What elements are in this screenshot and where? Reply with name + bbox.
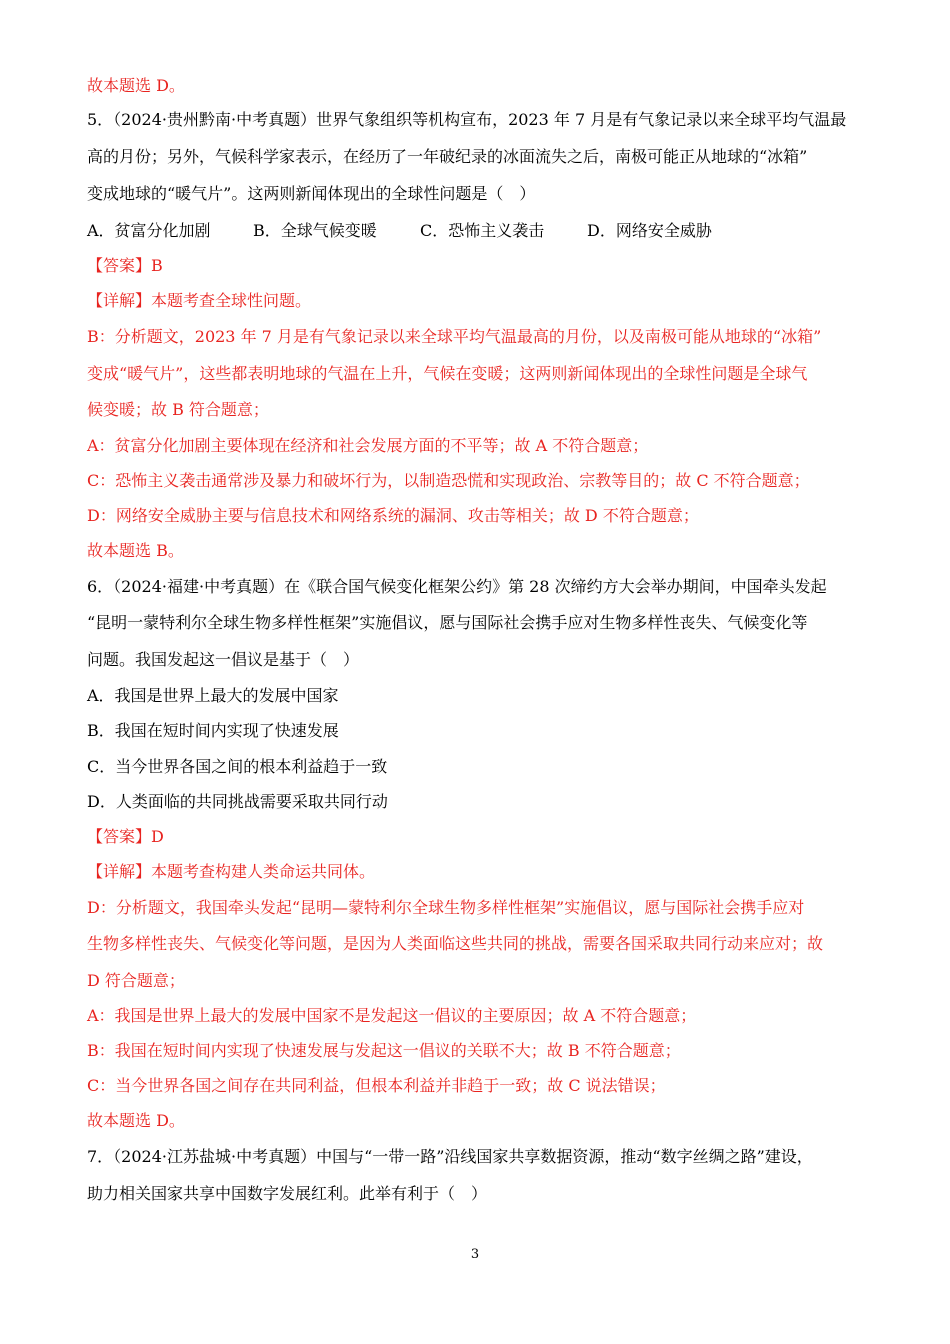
q6-option-d: D．人类面临的共同挑战需要采取共同行动 <box>87 792 388 811</box>
q5-options <box>87 220 712 242</box>
q6-option-b: B．我国在短时间内实现了快速发展 <box>87 721 339 740</box>
q6-option-a: A．我国是世界上最大的发展中国家 <box>87 686 339 705</box>
q5-stem-line-3: 变成地球的“暖气片”。这两则新闻体现出的全球性问题是（ ） <box>87 184 536 203</box>
q6-option-c: C．当今世界各国之间的根本利益趋于一致 <box>87 757 388 776</box>
q6-explain-d-1: D：分析题文，我国牵头发起“昆明—蒙特利尔全球生物多样性框架”实施倡议，愿与国际社会携手应对 <box>87 898 805 917</box>
q5-stem-line-1: 5．（2024·贵州黔南·中考真题）世界气象组织等机构宣布，2023 年 7 月是有气象记录以来全球平均气温最 <box>87 110 847 129</box>
q6-stem-line-3: 问题。我国发起这一倡议是基于（ ） <box>87 650 360 669</box>
q5-option-a: A．贫富分化加剧 <box>87 221 211 240</box>
q5-explain-b-2: 变成“暖气片”，这些都表明地球的气温在上升，气候在变暖；这两则新闻体现出的全球性问题是全球气 <box>87 364 808 383</box>
q5-explain-d: D：网络安全威胁主要与信息技术和网络系统的漏洞、攻击等相关；故 D 不符合题意； <box>87 506 699 525</box>
q6-stem-line-1: 6．（2024·福建·中考真题）在《联合国气候变化框架公约》第 28 次缔约方大会举办期间，中国牵头发起 <box>87 577 827 596</box>
q6-explain-intro: 【详解】本题考查构建人类命运共同体。 <box>87 862 376 881</box>
q5-stem-line-2: 高的月份；另外，气候科学家表示，在经历了一年破纪录的冰面流失之后，南极可能正从地球的“冰箱” <box>87 147 808 166</box>
q5-explain-b-3: 候变暖；故 B 符合题意； <box>87 400 269 419</box>
q5-explain-a: A：贫富分化加剧主要体现在经济和社会发展方面的不平等；故 A 不符合题意； <box>87 436 649 455</box>
q6-explain-d-2: 生物多样性丧失、气候变化等问题，是因为人类面临这些共同的挑战，需要各国采取共同行动来应对；故 <box>87 934 824 953</box>
q5-conclusion: 故本题选 B。 <box>87 541 184 560</box>
q5-explain-intro: 【详解】本题考查全球性问题。 <box>87 291 312 310</box>
q5-explain-b-1: B：分析题文，2023 年 7 月是有气象记录以来全球平均气温最高的月份，以及南极可能从地球的“冰箱” <box>87 327 822 346</box>
q5-option-d: D．网络安全威胁 <box>587 221 712 240</box>
q5-explain-c: C：恐怖主义袭击通常涉及暴力和破坏行为，以制造恐慌和实现政治、宗教等目的；故 C 不符合题意； <box>87 471 810 490</box>
q6-explain-d-3: D 符合题意； <box>87 971 185 990</box>
q6-explain-a: A：我国是世界上最大的发展中国家不是发起这一倡议的主要原因；故 A 不符合题意； <box>87 1006 697 1025</box>
q6-explain-c: C：当今世界各国之间存在共同利益，但根本利益并非趋于一致；故 C 说法错误； <box>87 1076 666 1095</box>
q5-answer: 【答案】B <box>87 256 163 275</box>
q6-stem-line-2: “昆明一蒙特利尔全球生物多样性框架”实施倡议，愿与国际社会携手应对生物多样性丧失、气候变化等 <box>87 613 808 632</box>
q7-stem-line-2: 助力相关国家共享中国数字发展红利。此举有利于（ ） <box>87 1184 488 1203</box>
q6-conclusion: 故本题选 D。 <box>87 1111 185 1130</box>
q5-option-c: C．恐怖主义袭击 <box>420 221 545 240</box>
q5-option-b: B．全球气候变暖 <box>253 221 377 240</box>
q7-stem-line-1: 7．（2024·江苏盐城·中考真题）中国与“一带一路”沿线国家共享数据资源，推动“数字丝绸之路”建设， <box>87 1147 813 1166</box>
q6-answer: 【答案】D <box>87 827 164 846</box>
q4-conclusion: 故本题选 D。 <box>87 76 185 95</box>
q6-explain-b: B：我国在短时间内实现了快速发展与发起这一倡议的关联不大；故 B 不符合题意； <box>87 1041 681 1060</box>
page-number: 3 <box>470 1247 480 1262</box>
